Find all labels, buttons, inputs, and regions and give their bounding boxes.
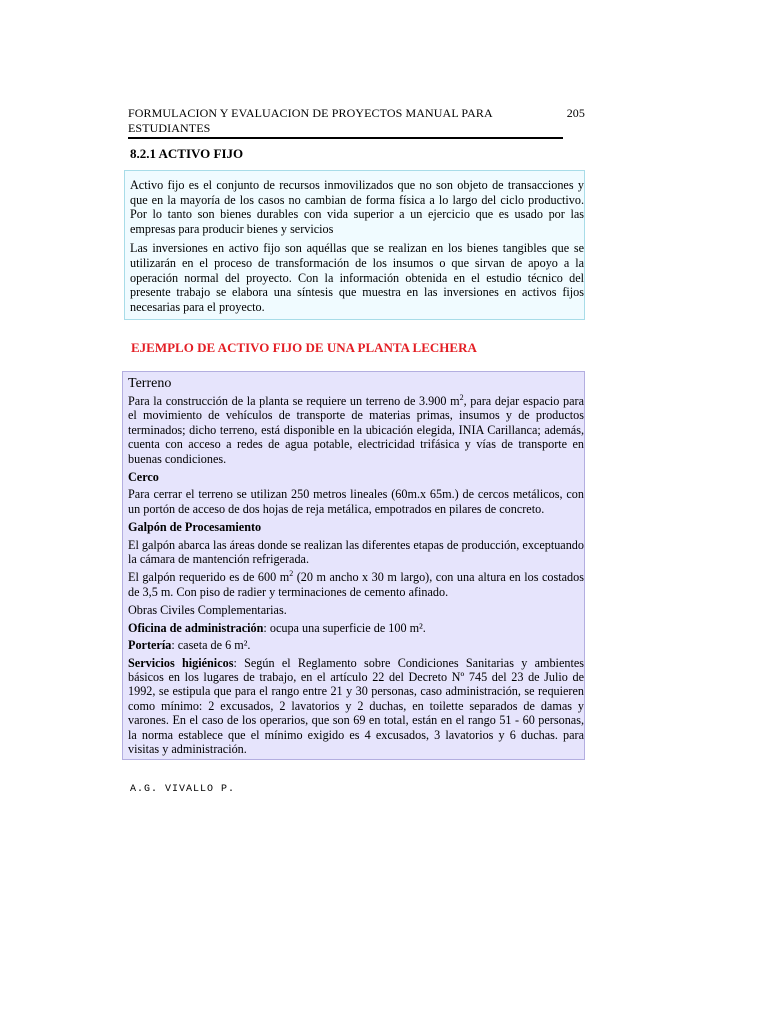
cerco-text: Para cerrar el terreno se utilizan 250 metros lineales (60m.x 65m.) de cercos metálicos, con un portón de acceso de dos hojas de reja metálica, empotrados en pilares de concreto. bbox=[128, 487, 584, 516]
terreno-superscript: 2 bbox=[459, 393, 464, 402]
servicios-label: Servicios higiénicos bbox=[128, 655, 234, 670]
definition-paragraph-2: Las inversiones en activo fijo son aquéllas que se realizan en los bienes tangibles que se utilizarán en el proceso de transformación de los insumos o que sirvan de apoyo a la operación normal del proyecto. Con la información obtenida en el estudio técnico del presente trabajo se elabora una síntesis que muestra en las inversiones en activos fijos necesarias para el proyecto. bbox=[130, 241, 584, 314]
oficina-text: : ocupa una superficie de 100 m². bbox=[263, 620, 426, 635]
servicios-text: : Según el Reglamento sobre Condiciones Sanitarias y ambientes básicos en los lugares de trabajo, en el artículo 22 del Decreto Nº 745 del 23 de Julio de 1992, se estipula que para el rango entre 21 y 30 personas, caso administración, se requieren como mínimo: 2 excusados, 2 lavatorios y 2 duchas, en toilette separados de damas y varones. En el caso de los operarios, que son 69 en total, están en el rango 51 - 60 personas, la norma establece que el mínimo exigido es 4 excusados, 3 lavatorios y 6 duchas. para visitas y administración. bbox=[128, 655, 584, 756]
terreno-text bbox=[128, 394, 584, 466]
porteria-line bbox=[128, 638, 584, 652]
oficina-label: Oficina de administración bbox=[128, 620, 264, 635]
footer-author: A.G. VIVALLO P. bbox=[130, 784, 236, 795]
running-header bbox=[128, 106, 585, 139]
porteria-text: : caseta de 6 m². bbox=[171, 638, 251, 653]
cerco-title: Cerco bbox=[128, 470, 159, 485]
page-number: 205 bbox=[566, 106, 585, 120]
terreno-title: Terreno bbox=[128, 376, 172, 391]
galpon-text-2 bbox=[128, 570, 584, 599]
porteria-label: Portería bbox=[128, 638, 172, 653]
galpon-text-2b: (20 m ancho x 30 m largo), con una altura en los costados de 3,5 m. Con piso de radier y terminaciones de cemento afinado. bbox=[128, 570, 584, 599]
definition-box bbox=[124, 170, 585, 320]
definition-paragraph-1: Activo fijo es el conjunto de recursos inmovilizados que no son objeto de transacciones y que en la mayoría de los casos no cambian de forma física a lo largo del ciclo productivo. Por lo tanto son bienes durables con vida superior a un ejercicio que es usado por las empresas para producir bienes y servicios bbox=[130, 178, 584, 236]
galpon-superscript: 2 bbox=[289, 569, 294, 579]
header-title: FORMULACION Y EVALUACION DE PROYECTOS MANUAL PARA ESTUDIANTES bbox=[128, 106, 563, 139]
oficina-line bbox=[128, 621, 584, 635]
servicios-line bbox=[128, 656, 584, 757]
galpon-title: Galpón de Procesamiento bbox=[128, 520, 262, 535]
terreno-text-a: Para la construcción de la planta se requiere un terreno de 3.900 m bbox=[128, 394, 460, 408]
example-heading: EJEMPLO DE ACTIVO FIJO DE UNA PLANTA LECHERA bbox=[131, 340, 477, 355]
obras-text: Obras Civiles Complementarias. bbox=[128, 603, 287, 618]
terreno-text-b: , para dejar espacio para el movimiento de vehículos de transporte de materias primas, insumos y de productos terminados; dicho terreno, está disponible en la ubicación elegida, INIA Carillanca; además, cuenta con acceso a redes de agua potable, electricidad trifásica y vías de transporte en buenas condiciones. bbox=[128, 394, 584, 466]
section-heading: 8.2.1 ACTIVO FIJO bbox=[130, 146, 244, 161]
galpon-text-1: El galpón abarca las áreas donde se realizan las diferentes etapas de producción, exceptuando la cámara de mantención refrigerada. bbox=[128, 537, 584, 567]
example-box bbox=[122, 371, 585, 760]
galpon-text-2a: El galpón requerido es de 600 m bbox=[128, 570, 290, 585]
